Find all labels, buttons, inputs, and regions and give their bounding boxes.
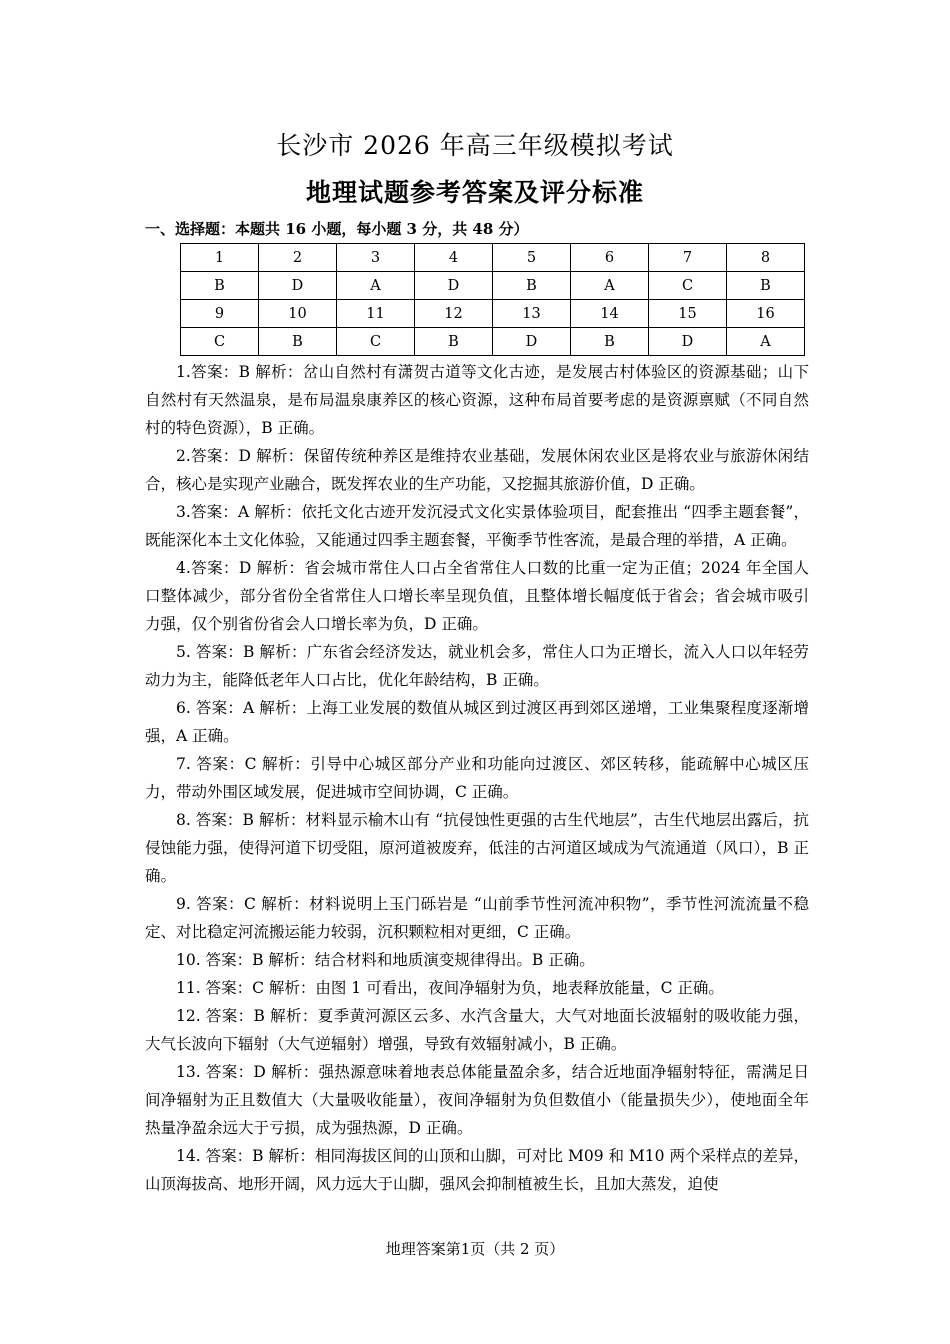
answer-table-cell: 6 — [571, 244, 649, 272]
answer-table-cell: 7 — [649, 244, 727, 272]
explanation-paragraph: 8. 答案：B 解析：材料显示榆木山有 “抗侵蚀性更强的古生代地层”，古生代地层出露后，抗侵蚀能力强，使得河道下切受阻，原河道被废弃，低洼的古河道区域成为气流通道（风口），B 正确。 — [145, 811, 809, 885]
answer-table-cell: D — [259, 272, 337, 300]
explanation-paragraph: 7. 答案：C 解析：引导中心城区部分产业和功能向过渡区、郊区转移，能疏解中心城区压力，带动外围区域发展，促进城市空间协调，C 正确。 — [145, 755, 809, 801]
explanation-paragraph: 13. 答案：D 解析：强热源意味着地表总体能量盈余多，结合近地面净辐射特征，需满足日间净辐射为正且数值大（大量吸收能量），夜间净辐射为负但数值小（能量损失少），使地面全年热量净盈余远大于亏损，成为强热源，D 正确。 — [145, 1063, 809, 1137]
explanation-paragraph: 14. 答案：B 解析：相同海拔区间的山顶和山脚，可对比 M09 和 M10 两个采样点的差异，山顶海拔高、地形开阔，风力远大于山脚，强风会抑制植被生长，且加大蒸发，迫使 — [145, 1147, 809, 1193]
answer-table-row — [181, 244, 805, 272]
answer-table-cell: 3 — [337, 244, 415, 272]
answer-table-cell: 1 — [181, 244, 259, 272]
answer-table-cell: B — [493, 272, 571, 300]
answer-table-cell: 14 — [571, 300, 649, 328]
answer-table-cell: D — [649, 328, 727, 356]
answer-table-row — [181, 328, 805, 356]
explanation-paragraph: 9. 答案：C 解析：材料说明上玉门砾岩是 “山前季节性河流冲积物”，季节性河流流量不稳定、对比稳定河流搬运能力较弱，沉积颗粒相对更细，C 正确。 — [145, 895, 809, 941]
answer-table-cell: C — [649, 272, 727, 300]
explanations — [145, 358, 809, 1198]
explanation-paragraph: 5. 答案：B 解析：广东省会经济发达，就业机会多，常住人口为正增长，流入人口以年轻劳动力为主，能降低老年人口占比，优化年龄结构，B 正确。 — [145, 643, 809, 689]
answer-table-cell: D — [493, 328, 571, 356]
answer-table-cell: C — [181, 328, 259, 356]
answer-table-row — [181, 272, 805, 300]
answer-table-cell: 9 — [181, 300, 259, 328]
answer-table-cell: 4 — [415, 244, 493, 272]
answer-table-cell: A — [727, 328, 805, 356]
answer-table-cell: 15 — [649, 300, 727, 328]
answer-table-cell: D — [415, 272, 493, 300]
answer-table-cell: 13 — [493, 300, 571, 328]
answer-table-cell: B — [259, 328, 337, 356]
explanation-paragraph: 3.答案：A 解析：依托文化古迹开发沉浸式文化实景体验项目，配套推出 “四季主题套餐”，既能深化本土文化体验，又能通过四季主题套餐，平衡季节性客流，是最合理的举措，A 正确。 — [145, 503, 809, 549]
answer-table-cell: B — [415, 328, 493, 356]
exam-subtitle: 地理试题参考答案及评分标准 — [305, 178, 644, 207]
explanation-paragraph: 12. 答案：B 解析：夏季黄河源区云多、水汽含量大，大气对地面长波辐射的吸收能力强，大气长波向下辐射（大气逆辐射）增强，导致有效辐射减小，B 正确。 — [145, 1007, 809, 1053]
answer-table-cell: 11 — [337, 300, 415, 328]
answer-table-cell: A — [337, 272, 415, 300]
explanation-paragraph: 2.答案：D 解析：保留传统种养区是维持农业基础，发展休闲农业区是将农业与旅游休闲结合，核心是实现产业融合，既发挥农业的生产功能，又挖掘其旅游价值，D 正确。 — [145, 447, 809, 493]
exam-title: 长沙市 2026 年高三年级模拟考试 — [276, 131, 674, 160]
answer-table-cell: 12 — [415, 300, 493, 328]
answer-table-cell: C — [337, 328, 415, 356]
page-footer: 地理答案第1页（共 2 页） — [385, 1240, 565, 1258]
answer-table-cell: A — [571, 272, 649, 300]
answer-table — [180, 243, 805, 356]
answer-table-cell: 8 — [727, 244, 805, 272]
explanation-paragraph: 6. 答案：A 解析：上海工业发展的数值从城区到过渡区再到郊区递增，工业集聚程度逐渐增强，A 正确。 — [145, 699, 809, 745]
section-heading: 一、选择题：本题共 16 小题，每小题 3 分，共 48 分） — [145, 220, 529, 238]
answer-table-cell: 5 — [493, 244, 571, 272]
explanation-paragraph: 11. 答案：C 解析：由图 1 可看出，夜间净辐射为负，地表释放能量，C 正确。 — [176, 979, 724, 997]
answer-table-cell: 10 — [259, 300, 337, 328]
answer-table-cell: B — [571, 328, 649, 356]
answer-table-row — [181, 300, 805, 328]
explanation-paragraph: 1.答案：B 解析：岔山自然村有潇贺古道等文化古迹，是发展古村体验区的资源基础；山下自然村有天然温泉，是布局温泉康养区的核心资源，这种布局首要考虑的是资源禀赋（不同自然村的特色资源），B 正确。 — [145, 363, 809, 437]
answer-table-cell: B — [727, 272, 805, 300]
answer-table-cell: B — [181, 272, 259, 300]
explanation-paragraph: 10. 答案：B 解析：结合材料和地质演变规律得出。B 正确。 — [176, 951, 595, 969]
explanation-paragraph: 4.答案：D 解析：省会城市常住人口占全省常住人口数的比重一定为正值；2024 年全国人口整体减少，部分省份全省常住人口增长率呈现负值，且整体增长幅度低于省会；省会城市吸引力强，仅个别省份省会人口增长率为负，D 正确。 — [145, 559, 809, 633]
answer-table-cell: 16 — [727, 300, 805, 328]
answer-table-cell: 2 — [259, 244, 337, 272]
